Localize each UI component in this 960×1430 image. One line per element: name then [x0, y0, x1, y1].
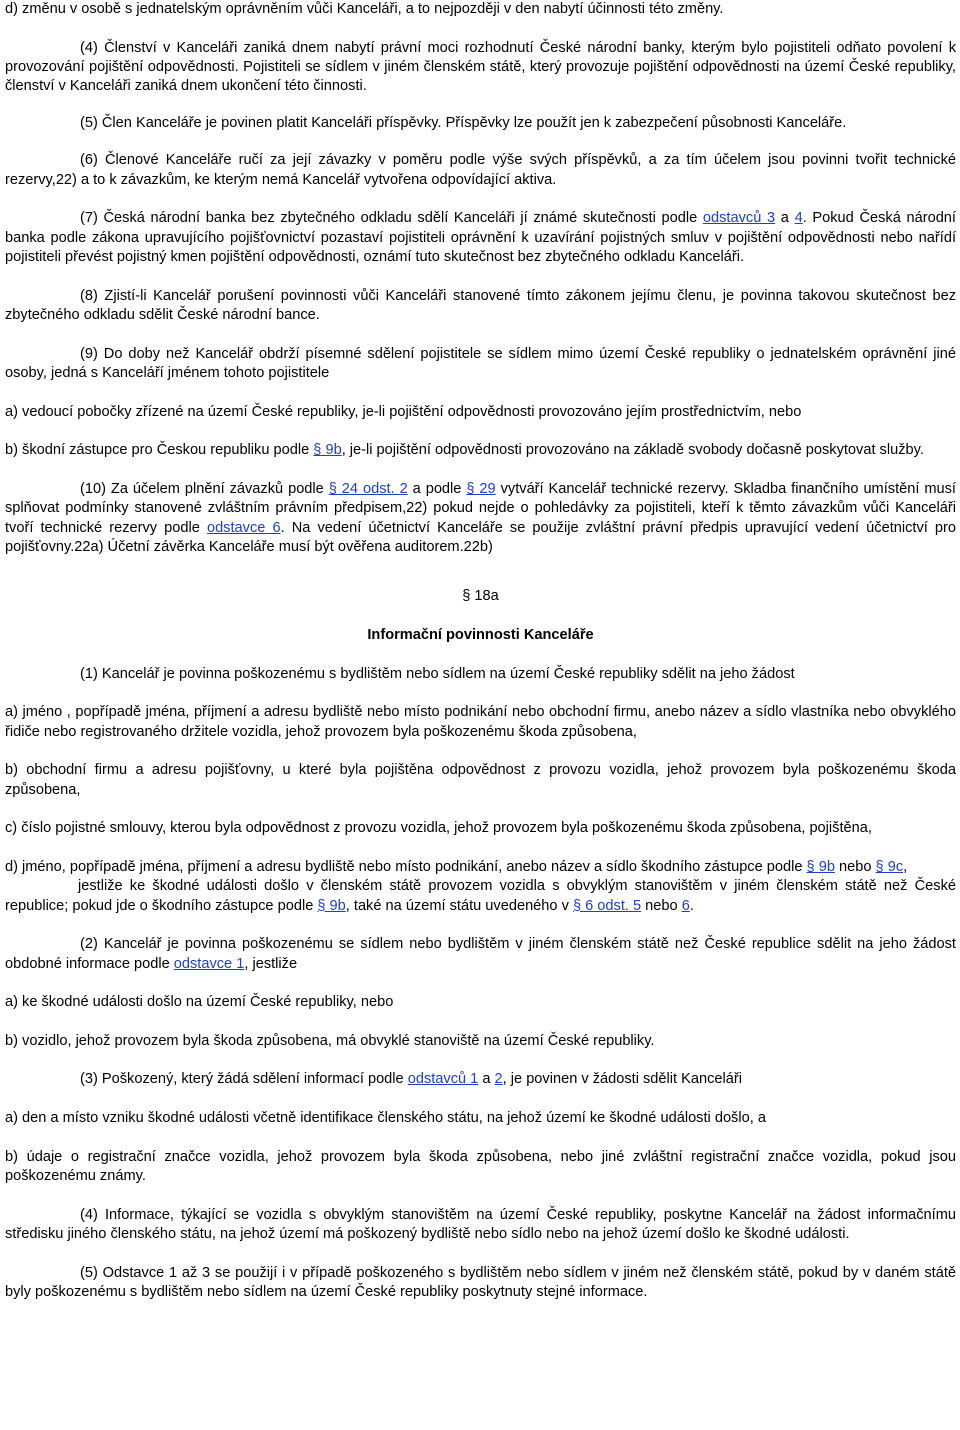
link-section-6-odst-5[interactable]: § 6 odst. 5	[572, 897, 642, 914]
section-paragraph-1-item-c: c) číslo pojistné smlouvy, kterou byla odpovědnost z provozu vozidla, jehož provozem byla poškozenému škoda způsobena, pojištěna,	[5, 820, 872, 837]
link-odstavcu-3[interactable]: odstavců 3	[702, 210, 776, 227]
section-paragraph-1-item-d: d) jméno, popřípadě jména, příjmení a adresu bydliště nebo místo podnikání, anebo název a sídlo škodního zástupce podle § 9b nebo § 9c, jestliže ke škodné události došlo v členském státě provozem vozidla s obvyklým stanovištěm v jiném členském státě než České republice; pokud jde o škodního zástupce podle § 9b, také na území státu uvedeného v § 6 odst. 5 nebo 6.	[5, 858, 956, 916]
section-paragraph-3-item-b: b) údaje o registrační značce vozidla, jehož provozem byla škoda způsobena, nebo jiné zvláštní registrační značce vozidla, pokud jsou poškozenému známy.	[5, 1148, 956, 1184]
section-paragraph-2-item-b: b) vozidlo, jehož provozem byla škoda způsobena, má obvyklé stanoviště na území České republiky.	[5, 1032, 655, 1049]
section-paragraph-1: (1) Kancelář je povinna poškozenému s bydlištěm nebo sídlem na území České republiky sdělit na jeho žádost	[80, 665, 795, 682]
section-paragraph-3-item-a: a) den a místo vzniku škodné události včetně identifikace členského státu, na jehož území ke škodné události došlo, a	[5, 1110, 766, 1126]
paragraph-7: (7) Česká národní banka bez zbytečného odkladu sdělí Kanceláři jí známé skutečnosti podle odstavců 3 a 4. Pokud Česká národní banka podle zákona upravujícího pojišťovnictví pozastaví pojistiteli oprávnění k uzavírání pojistných smluv v pojištění odpovědnosti nebo nařídí pojistiteli převést pojistný kmen pojištění odpovědnosti, oznámí tuto skutečnost bez zbytečného odkladu Kanceláři.	[5, 210, 956, 266]
paragraph-6: (6) Členové Kanceláře ručí za její závazky v poměru podle výše svých příspěvků, a za tím účelem jsou povinni tvořit technické rezervy,22) a to k závazkům, ke kterým nemá Kancelář vytvořena odpovídající aktiva.	[5, 152, 956, 188]
section-paragraph-1-item-a: a) jméno , popřípadě jména, příjmení a adresu bydliště nebo místo podnikání nebo obchodní firmu, anebo název a sídlo vlastníka nebo obvyklého řidiče nebo registrovaného držitele vozidla, jehož provozem byla poškozenému škoda způsobena,	[5, 704, 956, 740]
paragraph-4: (4) Členství v Kanceláři zaniká dnem nabytí právní moci rozhodnutí České národní banky, kterým bylo pojistiteli odňato povolení k provozování pojištění odpovědnosti. Pojistiteli se sídlem v jiném členském státě, který provozuje pojištění odpovědnosti na území České republiky, členství v Kanceláři zaniká dnem ukončení této činnosti.	[5, 39, 956, 95]
section-paragraph-2: (2) Kancelář je povinna poškozenému se sídlem nebo bydlištěm v jiném členském státě než České republice sdělit na jeho žádost obdobné informace podle odstavce 1, jestliže	[5, 936, 956, 972]
paragraph-5: (5) Člen Kanceláře je povinen platit Kanceláři příspěvky. Příspěvky lze použít jen k zabezpečení působnosti Kanceláře.	[80, 114, 847, 131]
link-odstavec-2[interactable]: 2	[494, 1071, 503, 1088]
section-paragraph-4: (4) Informace, týkající se vozidla s obvyklým stanovištěm na území České republiky, poskytne Kancelář na žádost informačnímu středisku jiného členského státu, na jehož území má poškozený bydliště nebo sídlo nebo na jehož území došlo ke škodné události.	[5, 1206, 956, 1242]
section-paragraph-3: (3) Poškozený, který žádá sdělení informací podle odstavců 1 a 2, je povinen v žádosti sdělit Kanceláři	[80, 1071, 742, 1088]
paragraph-8: (8) Zjistí-li Kancelář porušení povinnosti vůči Kanceláři stanovené tímto zákonem jejímu členu, je povinna takovou skutečnost bez zbytečného odkladu sdělit České národní bance.	[5, 287, 956, 324]
section-paragraph-2-item-a: a) ke škodné události došlo na území České republiky, nebo	[5, 994, 394, 1011]
link-section-9c[interactable]: § 9c	[875, 858, 904, 875]
section-paragraph-1-continuation: jestliže ke škodné události došlo v členském státě provozem vozidla s obvyklým stanovištěm v jiném členském státě než České republice; pokud jde o škodního zástupce podle § 9b, také na území státu uvedeného v § 6 odst. 5 nebo 6.	[5, 878, 956, 914]
paragraph-9-item-b: b) škodní zástupce pro Českou republiku podle § 9b, je-li pojištění odpovědnosti provozováno na základě svobody dočasně poskytovat služby.	[5, 442, 924, 459]
link-odstavec-4[interactable]: 4	[794, 210, 803, 227]
link-section-9b[interactable]: § 9b	[806, 858, 835, 875]
section-heading: Informační povinnosti Kanceláře	[367, 627, 594, 644]
link-section-9b[interactable]: § 9b	[317, 897, 346, 914]
paragraph-10: (10) Za účelem plnění závazků podle § 24 odst. 2 a podle § 29 vytváří Kancelář technické rezervy. Skladba finančního umístění musí splňovat podmínky stanovené zvláštním právním předpisem,22) pokud nejde o pohledávky za pojistiteli, kteří k těmto závazkům vůči Kanceláři tvoří technické rezervy podle odstavce 6. Na vedení účetnictví Kanceláře se použije zvláštní právní předpis upravující vedení účetnictví pro pojišťovny.22a) Účetní závěrka Kanceláře musí být ověřena auditorem.22b)	[5, 480, 957, 556]
paragraph-item-d: d) změnu v osobě s jednatelským oprávněním vůči Kanceláři, a to nejpozději v den nabytí účinnosti této změny.	[5, 1, 724, 17]
link-section-24-odst-2[interactable]: § 24 odst. 2	[328, 480, 408, 497]
section-paragraph-1-item-b: b) obchodní firmu a adresu pojišťovny, u které byla pojištěna odpovědnost z provozu vozidla, jehož provozem byla poškozenému škoda způsobena,	[5, 762, 956, 798]
link-section-9b[interactable]: § 9b	[313, 442, 342, 459]
link-odstavec-6[interactable]: 6	[681, 897, 690, 914]
paragraph-9-item-a: a) vedoucí pobočky zřízené na území České republiky, je-li pojištění odpovědnosti provozováno jejím prostřednictvím, nebo	[5, 403, 802, 420]
link-odstavce-6[interactable]: odstavce 6	[206, 519, 281, 536]
section-number: § 18a	[462, 588, 499, 605]
link-odstavcu-1[interactable]: odstavců 1	[407, 1071, 479, 1088]
paragraph-9: (9) Do doby než Kancelář obdrží písemné sdělení pojistitele se sídlem mimo území České republiky o jednatelském oprávnění jiné osoby, jedná s Kanceláří jménem tohoto pojistitele	[5, 345, 956, 382]
link-section-29[interactable]: § 29	[466, 480, 496, 497]
section-paragraph-5: (5) Odstavce 1 až 3 se použijí i v případě poškozeného s bydlištěm nebo sídlem v jiném než členském státě, pokud by v daném státě byly poškozenému s bydlištěm nebo sídlem na území České republiky poskytnuty stejné informace.	[5, 1264, 956, 1300]
link-odstavce-1[interactable]: odstavce 1	[173, 955, 245, 972]
